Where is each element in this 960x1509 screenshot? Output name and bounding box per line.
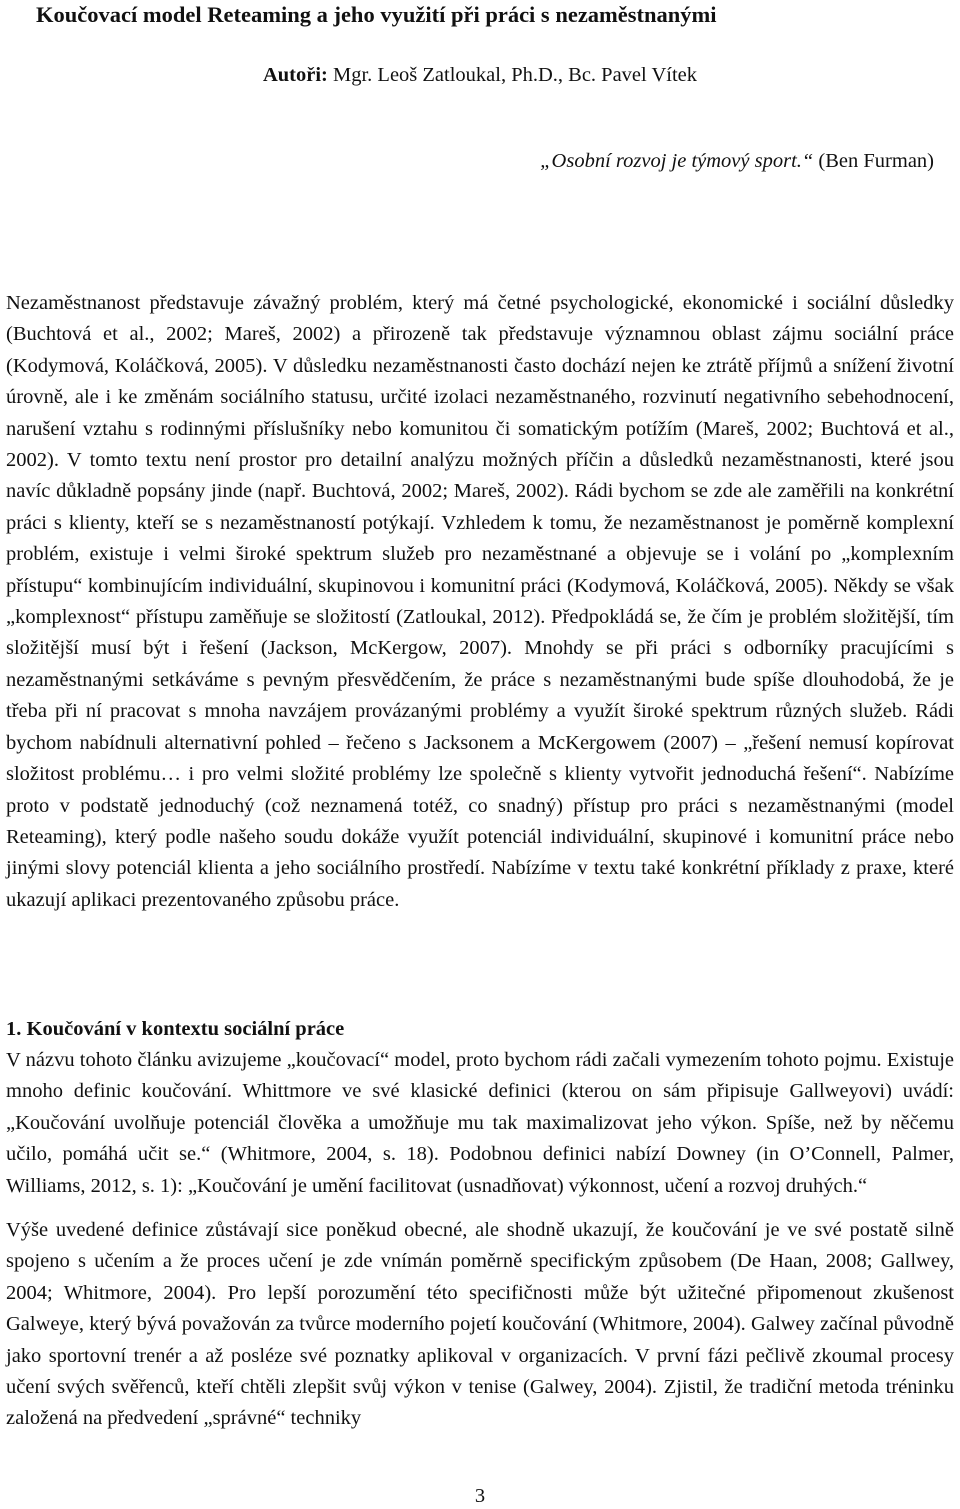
- authors-names: Mgr. Leoš Zatloukal, Ph.D., Bc. Pavel Vítek: [327, 64, 698, 86]
- paragraph-intro: Nezaměstnanost představuje závažný problém, který má četné psychologické, ekonomické i sociální důsledky (Buchtová et al., 2002; Mareš, 2002) a přirozeně tak představuje významnou oblast zájmu sociální práce (Kodymová, Koláčková, 2005). V důsledku nezaměstnanosti často dochází nejen ke ztrátě příjmů a snížení životní úrovně, ale i ke změnám sociálního statusu, určité izolaci nezaměstnaného, rozvinutí negativního sebehodnocení, narušení vztahu s rodinnými příslušníky nebo komunitou či somatickým potížím (Mareš, 2002; Buchtová et al., 2002). V tomto textu není prostor pro detailní analýzu možných příčin a důsledků nezaměstnanosti, které jsou navíc důkladně popsány jinde (např. Buchtová, 2002; Mareš, 2002). Rádi bychom se zde ale zaměřili na konkrétní práci s klienty, kteří se s nezaměstnaností potýkají. Vzhledem k tomu, že nezaměstnanost je poměrně komplexní problém, existuje i velmi široké spektrum služeb pro nezaměstnané a objevuje se i volání po „komplexním přístupu“ kombinujícím individuální, skupinovou i komunitní práci (Kodymová, Koláčková, 2005). Někdy se však „komplexnost“ přístupu zaměňuje se složitostí (Zatloukal, 2012). Předpokládá se, že čím je problém složitější, tím složitější musí být i řešení (Jackson, McKergow, 2007). Mnohdy se při práci s odborníky pracujícími s nezaměstnanými setkáváme s pevným přesvědčením, že práce s nezaměstnanými bude spíše dlouhodobá, že je třeba při ní pracovat s mnoha navzájem provázanými problémy a využít široké spektrum různých služeb. Rádi bychom nabídnuli alternativní pohled – řečeno s Jacksonem a McKergowem (2007) – „řešení nemusí kopírovat složitost problému… i pro velmi složité problémy lze společně s klienty vytvořit jednoduchá řešení“. Nabízíme proto v podstatě jednoduchý (což neznamená totéž, co snadný) přístup pro práci s nezaměstnanými (model Reteaming), který podle našeho soudu dokáže využít potenciál individuální, skupinové i komunitní práce nebo jinými slovy potenciál klienta a jeho sociálního prostředí. Nabízíme v textu také konkrétní příklady z praxe, které ukazují aplikaci prezentovaného způsobu práce.: [6, 292, 954, 911]
- section-heading: 1. Koučování v kontextu sociální práce: [6, 1018, 345, 1040]
- motto-quote: „Osobní rozvoj je týmový sport.“: [540, 150, 814, 172]
- paragraph-coaching-learning: Výše uvedené definice zůstávají sice poněkud obecné, ale shodně ukazují, že koučování je ve své postatě silně spojeno s učením a že proces učení je zde vnímán poměrně specifickým způsobem (De Haan, 2008; Gallwey, 2004; Whitmore, 2004). Pro lepší porozumění této specifičnosti může být užitečné připomenout zkušenost Galweye, který bývá považován za tvůrce moderního pojetí koučování (Whitmore, 2004). Galwey začínal původně jako sportovní trenér a až posléze své poznatky aplikoval v organizacích. V první fázi pečlivě zkoumal procesy učení svých svěřenců, kteří chtěli zlepšit svůj výkon v tenise (Galwey, 2004). Zjistil, že tradiční metoda tréninku založená na předvedení „správné“ techniky: [6, 1219, 954, 1430]
- page-number: 3: [474, 1485, 486, 1507]
- motto: [540, 147, 934, 175]
- paragraph-coaching-definition: V názvu tohoto článku avizujeme „koučovací“ model, proto bychom rádi začali vymezením tohoto pojmu. Existuje mnoho definic koučování. Whittmore ve své klasické definici (kterou on sám připisuje Gallweyovi) uvádí: „Koučování uvolňuje potenciál člověka a umožňuje mu tak maximalizovat jeho výkon. Spíše, než by něčemu učilo, pomáhá učit se.“ (Whitmore, 2004, s. 18). Podobnou definici nabízí Downey (in O’Connell, Palmer, Williams, 2012, s. 1): „Koučování je umění facilitovat (usnadňovat) výkonnost, učení a rozvoj druhých.“: [6, 1049, 954, 1197]
- authors-label: Autoři:: [262, 64, 328, 86]
- document-title: Koučovací model Reteaming a jeho využití při práci s nezaměstnanými: [36, 2, 717, 27]
- motto-author: (Ben Furman): [813, 150, 934, 172]
- authors-line: [0, 61, 960, 89]
